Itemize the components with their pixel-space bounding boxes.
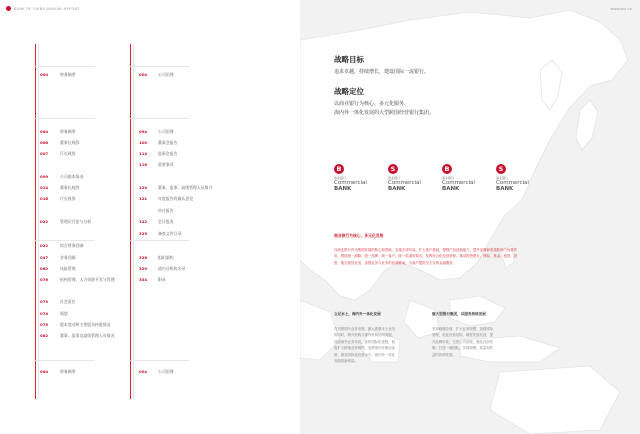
toc-entry[interactable]: 审计报告 [158, 208, 174, 213]
toc-page-number: 004 [40, 129, 49, 134]
brand-letter-icon: S [496, 164, 506, 174]
toc-page-number: 075 [40, 322, 49, 327]
toc-page-number: 016 [40, 196, 49, 201]
toc-entry[interactable]: 展望 [60, 311, 68, 316]
brand-badge [496, 164, 540, 192]
toc-entry[interactable]: 综合财务回顾 [60, 243, 84, 248]
toc-page-number: 022 [40, 243, 49, 248]
bank-name-small: BANK OF CHINA ANNUAL REPORT [14, 6, 80, 11]
red-divider-line [35, 44, 36, 399]
strategy-title: 战略目标 [334, 55, 364, 64]
toc-page-number: 114 [139, 151, 148, 156]
toc-entry[interactable]: 社会责任 [60, 299, 76, 304]
toc-page-number: 014 [40, 185, 49, 190]
toc-page-number: 076 [40, 277, 49, 282]
toc-entry[interactable]: 境内分机构名录 [158, 266, 186, 271]
divider [35, 66, 95, 67]
brand-en-1: Commercial [334, 180, 367, 186]
gray-divider-line [133, 44, 134, 399]
brand-cn: 商业银行 [496, 176, 509, 180]
toc-entry[interactable]: 重要事项 [158, 162, 174, 167]
brand-cn: 商业银行 [388, 176, 401, 180]
brand-en-2: BANK [334, 186, 352, 192]
divider [130, 240, 190, 241]
brand-en-2: BANK [442, 186, 460, 192]
toc-entry[interactable]: 会计报表 [158, 219, 174, 224]
position-line-1: 以商业银行为核心、多元化服务、 [334, 101, 410, 107]
sub-heading-left: 立足本土，海内外一体化发展 [334, 312, 381, 316]
toc-page-number: 326 [139, 255, 148, 260]
toc-page-number: 121 [139, 196, 148, 201]
divider [130, 66, 190, 67]
paragraph-left: 在巩固国内业务发展，做大做强本土业务的同时，海外机构与境内机构协同发展，加强海外业务布局，加快国际化进程，积极扩大跨境业务规模，发挥境内外联动优势，提高国际化经营水平，海内外一体化发展的新格局。 [334, 327, 396, 364]
toc-page-number: 073 [40, 299, 49, 304]
paragraph-right: 坚持稳健经营，扩大业务规模，加强风险管理，优化经营结构，增强发展后劲，提升品牌形象，完善公司治理，强化内部控制，打造一流团队，实现规模、质量和效益的协调发展。 [432, 327, 494, 357]
website-url: www.boc.cn [610, 7, 632, 11]
toc-page-number: 334 [139, 277, 148, 282]
brand-letter-icon: B [442, 164, 452, 174]
asia-map-illustration [300, 0, 640, 434]
toc-page-number: 047 [40, 255, 49, 260]
brand-badge [334, 164, 378, 192]
toc-entry[interactable]: 机构管理、人力资源开发与管理 [60, 277, 115, 282]
toc-page-number: 009 [40, 174, 49, 179]
toc-entry[interactable]: 行长致辞 [60, 151, 76, 156]
brand-letter-icon: S [388, 164, 398, 174]
brand-en-1: Commercial [496, 180, 529, 186]
brand-badge [388, 164, 432, 192]
toc-entry[interactable]: 股本变动和主要股东持股情况 [60, 322, 111, 327]
toc-page-number: 006 [40, 140, 49, 145]
divider [35, 240, 95, 241]
position-title: 战略定位 [334, 87, 364, 96]
toc-page-number: 122 [139, 219, 148, 224]
toc-entry[interactable]: 组织架构 [158, 255, 174, 260]
brand-badge [442, 164, 486, 192]
toc-entry[interactable]: 董事长致辞 [60, 185, 80, 190]
toc-entry[interactable]: 备查文件目录 [158, 231, 182, 236]
right-page [300, 0, 640, 434]
brand-en-2: BANK [496, 186, 514, 192]
toc-page-number: 329 [139, 266, 148, 271]
divider [130, 118, 190, 119]
toc-entry[interactable]: 行长致辞 [60, 196, 76, 201]
toc-page-number: 120 [139, 185, 148, 190]
toc-page-number: 004 [139, 369, 148, 374]
toc-page-number: 007 [40, 151, 49, 156]
toc-entry[interactable]: 董事会报告 [158, 140, 178, 145]
toc-entry[interactable]: 财务摘要 [60, 72, 76, 77]
toc-entry[interactable]: 公司基本情况 [60, 174, 84, 179]
toc-entry[interactable]: 财务摘要 [60, 129, 76, 134]
gray-divider-line [38, 44, 39, 399]
toc-entry[interactable]: 公司治理 [158, 369, 174, 374]
sub-heading-right: 做大型银行集团，以服务持续发展 [432, 312, 486, 316]
toc-page-number: 004 [139, 72, 148, 77]
toc-entry[interactable]: 董事、监事及高级管理人员情况 [60, 333, 115, 338]
brand-en-1: Commercial [442, 180, 475, 186]
toc-page-number: 074 [40, 311, 49, 316]
divider [35, 360, 95, 361]
red-divider-line [130, 44, 131, 399]
toc-entry[interactable]: 业务回顾 [60, 255, 76, 260]
brand-cn: 商业银行 [442, 176, 455, 180]
toc-entry[interactable]: 管理层讨论与分析 [60, 219, 92, 224]
toc-page-number: 022 [40, 219, 49, 224]
toc-entry[interactable]: 公司治理 [158, 129, 174, 134]
toc-page-number: 082 [40, 333, 49, 338]
toc-entry[interactable]: 董事长致辞 [60, 140, 80, 145]
toc-page-number: 062 [40, 266, 49, 271]
strategy-text: 追求卓越，持续增长，建设国际一流银行。 [334, 69, 430, 75]
brand-en-1: Commercial [388, 180, 421, 186]
toc-page-number: 100 [139, 140, 148, 145]
brand-letter-icon: B [334, 164, 344, 174]
toc-entry[interactable]: 附录 [158, 277, 166, 282]
toc-page-number: 004 [40, 72, 49, 77]
position-line-2: 海内外一体化发展的大型跨国经营银行集团。 [334, 110, 435, 116]
toc-page-number: 116 [139, 162, 148, 167]
toc-entry[interactable]: 董事、监事、高级管理人员简介 [158, 185, 213, 190]
toc-entry[interactable]: 监事会报告 [158, 151, 178, 156]
toc-page-number: 094 [139, 129, 148, 134]
toc-page-number: 325 [139, 231, 148, 236]
divider [35, 118, 95, 119]
toc-entry[interactable]: 年度报告的确认意见 [158, 196, 194, 201]
core-paragraph: 以商业银行作为集团发展的核心和基础，实施全球布局，扩大客户基础，增强产品创新能力，提升品牌和渠道影响力优势作用，围绕统一战略、统一品牌、统一客户、统一渠道的要求，发挥综合化经营优势。推动投资银行、保险、基金、租赁、投资、航空租赁业务，加强业务与业务的协同联动，为客户提供全方位的金融服务。 [334, 248, 518, 265]
core-heading: 商业银行为核心，多元化发展 [334, 233, 384, 238]
divider [130, 360, 190, 361]
bank-logo [6, 6, 79, 11]
brand-en-2: BANK [388, 186, 406, 192]
toc-entry[interactable]: 风险管理 [60, 266, 76, 271]
bank-logo-icon [6, 6, 11, 11]
toc-page-number: 004 [40, 369, 49, 374]
toc-entry[interactable]: 财务摘要 [60, 369, 76, 374]
brand-cn: 商业银行 [334, 176, 347, 180]
toc-entry[interactable]: 公司治理 [158, 72, 174, 77]
